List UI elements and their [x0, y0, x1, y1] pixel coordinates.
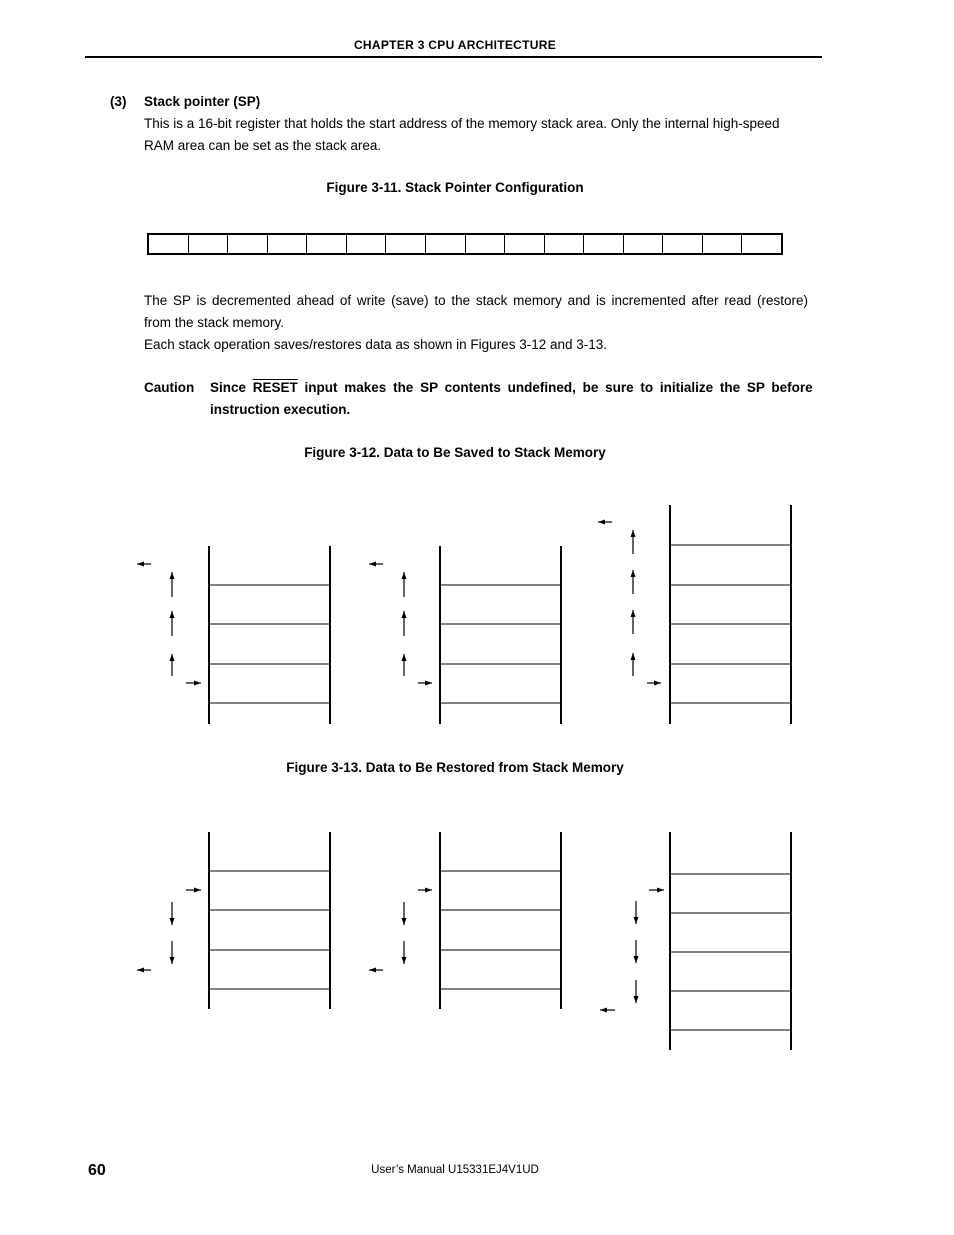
page-number: 60	[88, 1162, 106, 1179]
section-paragraph-line2: RAM area can be set as the stack area.	[144, 138, 382, 153]
caution-text-before: Since	[210, 380, 253, 395]
paragraph-sp-line3: Each stack operation saves/restores data as shown in Figures 3-12 and 3-13.	[144, 337, 608, 352]
chapter-header: CHAPTER 3 CPU ARCHITECTURE	[353, 38, 557, 52]
figure-3-12-title: Figure 3-12. Data to Be Saved to Stack Memory	[304, 445, 606, 460]
section-number: (3)	[110, 94, 127, 109]
figure-3-12-diagram	[137, 505, 791, 724]
manual-id: User’s Manual U15331EJ4V1UD	[371, 1164, 539, 1176]
figure-3-13-title: Figure 3-13. Data to Be Restored from Stack Memory	[286, 760, 624, 775]
paragraph-sp-line1: The SP is decremented ahead of write (save) to the stack memory and is incremented after read (restore)	[144, 293, 809, 308]
caution-text-after: input makes the SP contents undefined, be sure to initialize the SP before	[297, 380, 813, 395]
figure-3-13-diagram	[137, 832, 791, 1050]
figure-3-11-title: Figure 3-11. Stack Pointer Configuration	[326, 180, 584, 195]
section-title: Stack pointer (SP)	[144, 94, 261, 109]
paragraph-sp-line2: from the stack memory.	[144, 315, 285, 330]
section-paragraph-line1: This is a 16-bit register that holds the start address of the memory stack area. Only the internal high-speed	[144, 116, 780, 131]
caution-label: Caution	[144, 380, 195, 395]
reset-signal: RESET	[252, 380, 298, 395]
caution-line2: instruction execution.	[210, 402, 351, 417]
